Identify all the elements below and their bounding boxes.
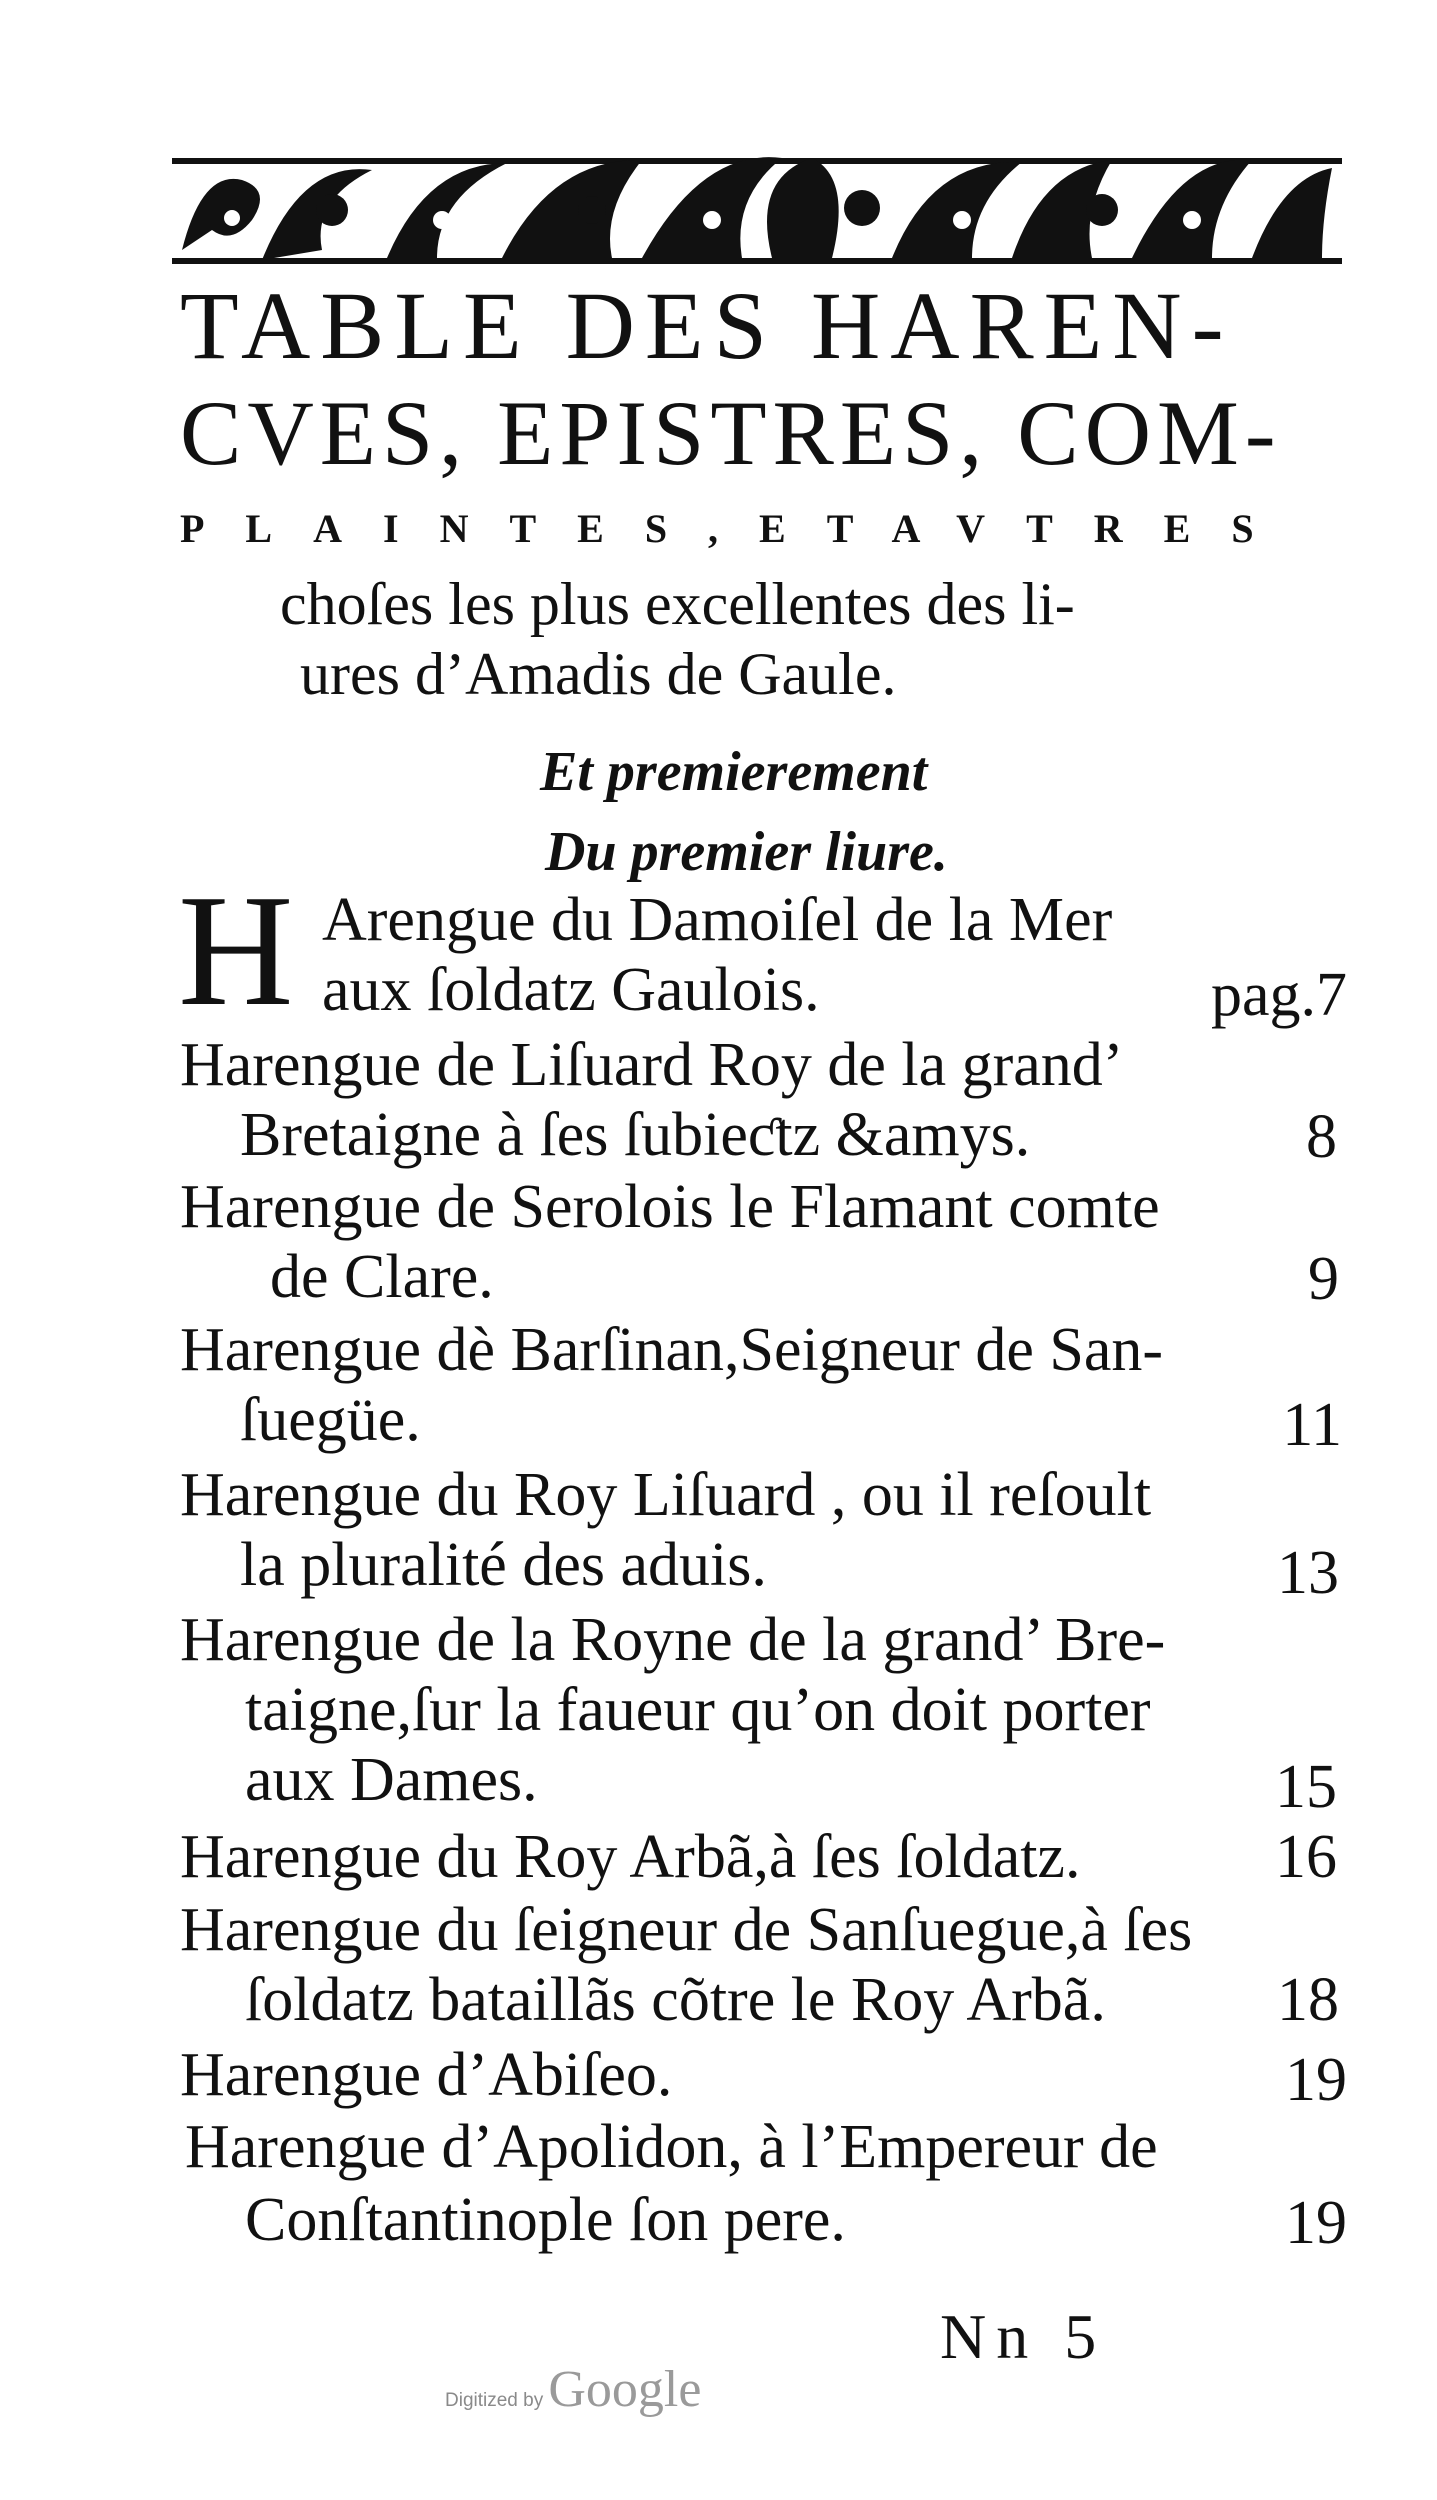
entry-6-line-1: Harengue de la Royne de la grand’ Bre- — [180, 1606, 1166, 1674]
entry-5-page: 13 — [1277, 1539, 1339, 1607]
drop-capital: H — [178, 861, 294, 1039]
entry-8-line-1: Harengue du ſeigneur de Sanſuegue,à ſes — [180, 1896, 1193, 1964]
title-line-3: PLAINTES,ETAVTRES — [180, 506, 1295, 551]
entry-4-page: 11 — [1282, 1391, 1342, 1459]
entry-3-line-1: Harengue de Serolois le Flamant comte — [180, 1173, 1160, 1241]
entry-10-page: 19 — [1285, 2189, 1347, 2257]
entry-4-line-2: ſuegüe. — [240, 1386, 421, 1454]
entry-7-page: 16 — [1275, 1823, 1337, 1891]
title-line-2: CVES, EPISTRES, COM- — [180, 382, 1282, 484]
entry-10-line-2: Conſtantinople ſon pere. — [245, 2186, 846, 2254]
google-logo: Google — [548, 2361, 702, 2418]
entry-5-line-1: Harengue du Roy Liſuard , ou il reſoult — [180, 1461, 1152, 1529]
entry-3-page: 9 — [1308, 1245, 1339, 1313]
title-line-1: TABLE DES HAREN- — [180, 272, 1234, 379]
entry-9-page: 19 — [1285, 2046, 1347, 2114]
entry-3-line-2: de Clare. — [270, 1243, 494, 1311]
entry-9-line-1: Harengue d’Abiſeo. — [180, 2041, 673, 2109]
entry-5-line-2: la pluralité des aduis. — [240, 1531, 767, 1599]
title-line-5: ures d’Amadis de Gaule. — [300, 641, 897, 707]
entry-7-line-1: Harengue du Roy Arbã,à ſes ſoldatz. — [180, 1823, 1081, 1891]
digitized-by-watermark — [445, 2360, 701, 2419]
entry-8-page: 18 — [1277, 1966, 1339, 2034]
entry-2-page: 8 — [1306, 1103, 1337, 1171]
entry-2-line-2: Bretaigne à ſes ſubieƈtz &amys. — [240, 1101, 1031, 1169]
entry-1-page: pag.7 — [1210, 961, 1347, 1029]
ornamental-headpiece-band — [172, 140, 1342, 280]
entry-2-line-1: Harengue de Liſuard Roy de la grand’ — [180, 1031, 1124, 1099]
entry-6-line-2: taigne,ſur la faueur qu’on doit porter — [245, 1676, 1151, 1744]
section-heading-first: Et premierement — [540, 741, 928, 803]
signature-mark: Nn 5 — [940, 2301, 1107, 2372]
title-line-4: choſes les plus excellentes des li- — [280, 571, 1075, 637]
entry-8-line-2: ſoldatz bataillãs cõtre le Roy Arbã. — [245, 1966, 1106, 2034]
entry-6-page: 15 — [1275, 1753, 1337, 1821]
entry-4-line-1: Harengue dè Barſinan,Seigneur de San- — [180, 1316, 1164, 1384]
section-heading-book: Du premier liure. — [545, 821, 948, 883]
entry-1-line-1: Arengue du Damoiſel de la Mer — [322, 886, 1113, 954]
entry-1-line-2: aux ſoldatz Gaulois. — [322, 956, 820, 1024]
entry-10-line-1: Harengue d’Apolidon, à l’Empereur de — [185, 2113, 1158, 2181]
watermark-prefix: Digitized by — [445, 2390, 544, 2411]
entry-6-line-3: aux Dames. — [245, 1746, 538, 1814]
